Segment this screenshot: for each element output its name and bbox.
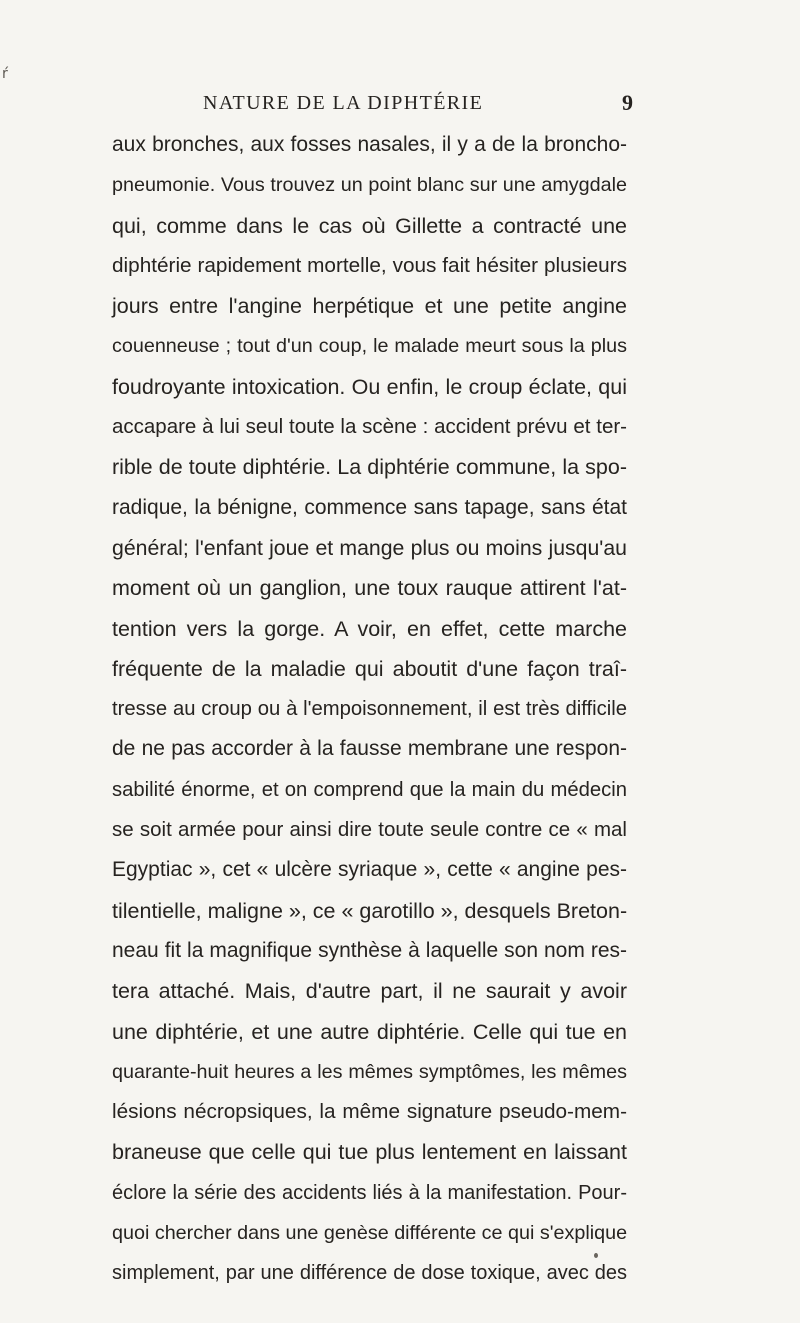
text-line: lésions nécropsiques, la même signature pseudo-mem- — [112, 1100, 627, 1124]
page-number: 9 — [622, 90, 633, 115]
text-line: moment où un ganglion, une toux rauque attirent l'at- — [112, 576, 627, 601]
body-text — [112, 125, 627, 1294]
text-line: éclore la série des accidents liés à la manifestation. Pour- — [112, 1181, 627, 1204]
text-line: foudroyante intoxication. Ou enfin, le croup éclate, qui — [112, 374, 627, 399]
text-line: tention vers la gorge. A voir, en effet, cette marche — [112, 616, 627, 641]
text-line: qui, comme dans le cas où Gillette a contracté une — [112, 213, 627, 238]
text-line: diphtérie rapidement mortelle, vous fait hésiter plusieurs — [112, 253, 627, 277]
text-line: une diphtérie, et une autre diphtérie. Celle qui tue en — [112, 1019, 627, 1044]
text-line: rible de toute diphtérie. La diphtérie commune, la spo- — [112, 455, 627, 480]
text-line: couenneuse ; tout d'un coup, le malade meurt sous la plus — [112, 335, 627, 358]
text-line: Egyptiac », cet « ulcère syriaque », cette « angine pes- — [112, 858, 627, 882]
text-line: tilentielle, maligne », ce « garotillo », desquels Breton- — [112, 898, 628, 923]
text-line: braneuse que celle qui tue plus lentement en laissant — [112, 1140, 627, 1165]
text-line: jours entre l'angine herpétique et une petite angine — [112, 294, 627, 319]
text-line: accapare à lui seul toute la scène : accident prévu et ter- — [112, 415, 627, 439]
text-line: quoi chercher dans une genèse différente ce qui s'explique — [112, 1222, 628, 1245]
text-line: de ne pas accorder à la fausse membrane une respon- — [112, 737, 627, 761]
text-line: fréquente de la maladie qui aboutit d'une façon traî- — [112, 656, 627, 681]
text-line: général; l'enfant joue et mange plus ou moins jusqu'au — [112, 535, 627, 560]
text-line: aux bronches, aux fosses nasales, il y a de la broncho- — [112, 133, 627, 156]
text-line: simplement, par une différence de dose toxique, avec des — [112, 1262, 627, 1285]
text-line: radique, la bénigne, commence sans tapage, sans état — [112, 495, 627, 519]
text-line: quarante-huit heures a les mêmes symptômes, les mêmes — [112, 1060, 627, 1083]
text-line: pneumonie. Vous trouvez un point blanc sur une amygdale — [112, 174, 627, 197]
text-line: neau fit la magnifique synthèse à laquelle son nom res- — [112, 938, 627, 962]
page-header — [0, 92, 800, 122]
text-line: sabilité énorme, et on comprend que la main du médecin — [112, 778, 627, 801]
text-line: se soit armée pour ainsi dire toute seule contre ce « mal — [112, 818, 627, 842]
text-line: tresse au croup ou à l'empoisonnement, il est très difficile — [112, 698, 627, 721]
print-speck — [594, 1253, 598, 1258]
text-line: tera attaché. Mais, d'autre part, il ne saurait y avoir — [112, 979, 627, 1004]
running-head: NATURE DE LA DIPHTÉRIE — [203, 92, 484, 114]
margin-mark: ŕ — [2, 66, 8, 82]
